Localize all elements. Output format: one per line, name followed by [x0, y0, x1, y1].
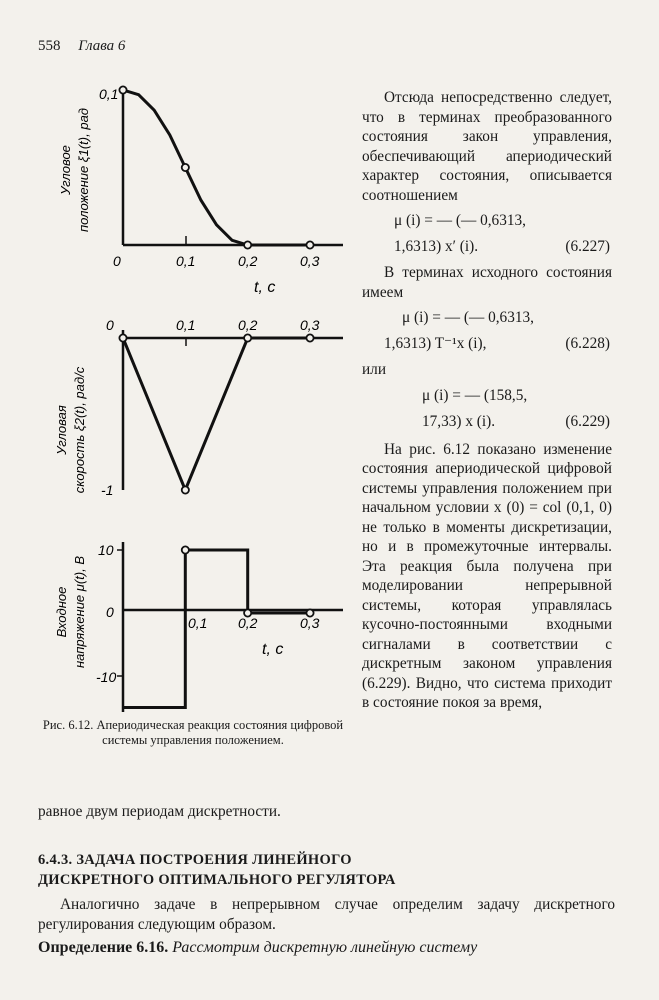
- paragraph-4: На рис. 6.12 показано изменение состояния апериодической цифровой системы управления положением при начальном условии x (0) = col (0,1, 0) не только в моменты дискретизации, но и в промежуточные интервалы. Эта реакция была получена при моделировании непрерывной системы, которая управлялась кусочно-постоянными входными сигналами в соответствии с дискретным законом управления (6.229). Видно, что система приходит в состояние покоя за время,: [362, 440, 612, 711]
- plot3-xlabel: t, c: [262, 641, 284, 658]
- plot1-marker-0: [119, 86, 126, 93]
- plot1-marker-3: [306, 241, 313, 248]
- plot2-xtick-2: 0,2: [238, 317, 258, 333]
- figure-6-12: [0, 0, 360, 720]
- section-heading-line2: ДИСКРЕТНОГО ОПТИМАЛЬНОГО РЕГУЛЯТОРА: [38, 872, 396, 888]
- definition-6-16: [38, 938, 615, 958]
- equation-number: (6.227): [565, 238, 610, 255]
- plot3-xtick-3: 0,3: [300, 615, 320, 631]
- plot3-xtick-2: 0,2: [238, 615, 258, 631]
- paragraph-2: В терминах исходного состояния имеем: [362, 264, 612, 301]
- plot3-series-line: [123, 550, 310, 708]
- chapter-title: Глава 6: [78, 38, 126, 54]
- equation-6-229-line1: μ (i) = — (158,5,: [422, 386, 528, 404]
- plot1-ytick-top: 0,1: [99, 86, 119, 102]
- paragraph-1: Отсюда непосредственно следует, что в терминах преобразованного состояния закон управления, обеспечивающий апериодический характер состояния, описывается соотношением: [362, 89, 612, 204]
- plot1-marker-1: [182, 164, 189, 171]
- plot1-xlabel: t, c: [254, 279, 276, 296]
- plot3-ylabel-line2: напряжение μ(t), В: [72, 555, 87, 669]
- plot3-ytick-minus10: -10: [96, 669, 117, 685]
- equation-6-228-line1: μ (i) = — (— 0,6313,: [402, 309, 534, 326]
- plot1-series-line: [123, 90, 310, 245]
- equation-number: (6.229): [565, 412, 610, 430]
- section-heading: [38, 850, 615, 890]
- plot1-xtick-2: 0,2: [238, 253, 258, 269]
- plot2-ytick-bottom: -1: [101, 482, 114, 498]
- plot3-ytick-0: 0: [106, 604, 114, 620]
- plot2-marker-1: [182, 486, 189, 493]
- figure-caption: Рис. 6.12. Апериодическая реакция состояния цифровой системы управления положением.: [42, 718, 344, 747]
- page-number: 558: [38, 38, 61, 54]
- plot1-xtick-1: 0,1: [176, 253, 196, 269]
- plot3-ylabel-line1: Входное: [54, 586, 69, 638]
- plot1-ylabel-line1: Угловое: [58, 145, 73, 195]
- equation-6-227-line2: 1,6313) x′ (i). (6.227): [394, 238, 610, 255]
- plot3-marker-0: [182, 546, 189, 553]
- plot-angular-velocity: [54, 317, 343, 498]
- equation-6-227-line1: μ (i) = — (— 0,6313,: [394, 212, 526, 229]
- plot1-marker-2: [244, 241, 251, 248]
- plot-input-voltage: [54, 542, 343, 712]
- paragraph-3: или: [362, 361, 387, 378]
- plot2-marker-3: [306, 334, 313, 341]
- definition-label: Определение 6.16.: [38, 939, 169, 956]
- plot3-ytick-10: 10: [98, 542, 114, 558]
- paragraph-5: Аналогично задаче в непрерывном случае определим задачу дискретного регулирования следующим образом.: [38, 896, 615, 933]
- plot2-series-line: [123, 338, 310, 490]
- equation-6-228-line2: 1,6313) T⁻¹x (i), (6.228): [384, 335, 610, 352]
- plot2-ylabel-line2: скорость ξ2(t), рад/с: [72, 366, 87, 494]
- plot2-xtick-3: 0,3: [300, 317, 320, 333]
- plot2-ylabel-line1: Угловая: [54, 405, 69, 455]
- plot2-marker-2: [244, 334, 251, 341]
- section-heading-line1: 6.4.3. ЗАДАЧА ПОСТРОЕНИЯ ЛИНЕЙНОГО: [38, 852, 352, 868]
- equation-number: (6.228): [565, 335, 610, 352]
- plot2-xtick-1: 0,1: [176, 317, 196, 333]
- right-column-text: [362, 88, 612, 713]
- plot3-xtick-1: 0,1: [188, 615, 208, 631]
- plot1-xtick-0: 0: [113, 253, 121, 269]
- equation-6-229-line2: 17,33) x (i). (6.229): [422, 412, 610, 430]
- plot1-xtick-3: 0,3: [300, 253, 320, 269]
- plot1-ylabel-line2: положение ξ1(t), рад: [76, 108, 91, 232]
- definition-text: Рассмотрим дискретную линейную систему: [172, 939, 478, 956]
- plot-angular-position: [58, 86, 343, 296]
- paragraph-4-end: равное двум периодам дискретности.: [38, 803, 281, 820]
- plot2-xtick-0: 0: [106, 317, 114, 333]
- plot2-marker-0: [119, 334, 126, 341]
